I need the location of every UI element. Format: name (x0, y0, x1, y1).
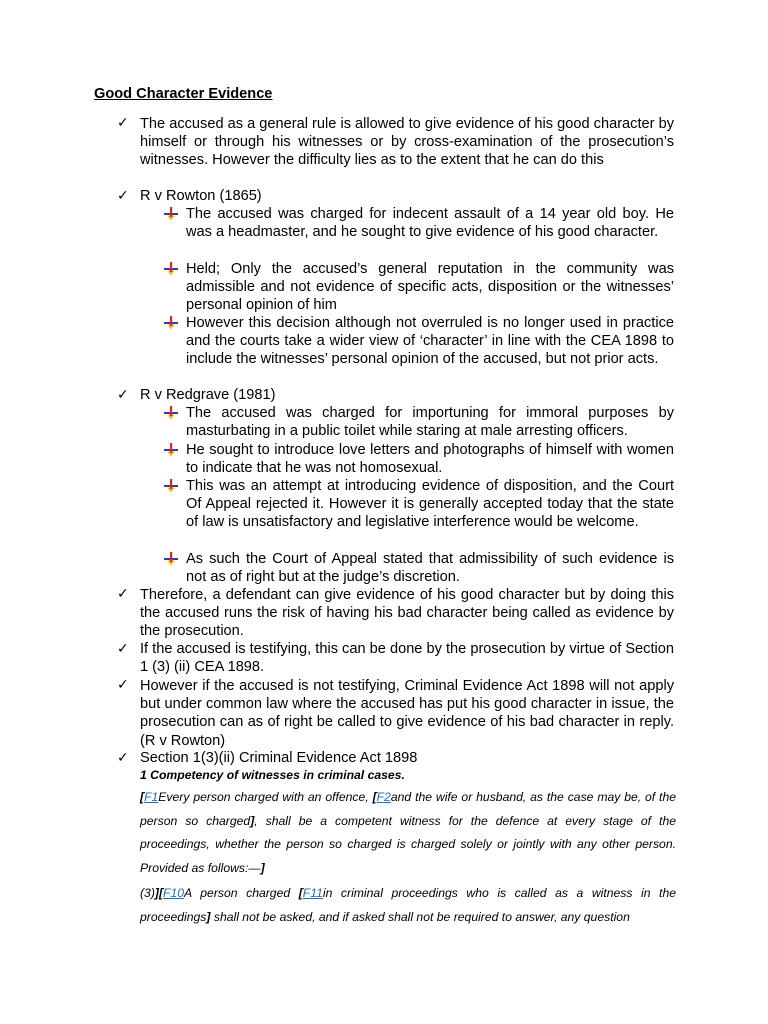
bullet-text: Section 1(3)(ii) Criminal Evidence Act 1898 (140, 750, 418, 766)
legislation-paragraph-1 (140, 786, 676, 880)
legislation-paragraph-2 (140, 882, 676, 929)
down-arrow-bullet-icon (164, 406, 178, 420)
bullet-text: However if the accused is not testifying, Criminal Evidence Act 1898 will not apply but under common law where the accused has put his good character in issue, the prosecution can as of right be called to give evidence of his bad character in reply. (R v Rowton) (140, 678, 674, 749)
check-mark-icon: ✓ (117, 387, 129, 403)
check-mark-icon: ✓ (117, 188, 129, 204)
bracket-open: [ (140, 790, 145, 804)
bullet-text: If the accused is testifying, this can be done by the prosecution by virtue of Section 1 (3) (ii) CEA 1898. (140, 641, 674, 676)
sub-bullet-text: Held; Only the accused’s general reputation in the community was admissible and not evidence of specific acts, disposition or the witnesses’ personal opinion of him (186, 261, 674, 314)
check-mark-icon: ✓ (117, 641, 129, 657)
check-mark-icon: ✓ (117, 750, 129, 766)
bracket-close: ] (250, 813, 255, 828)
legislation-text: Every person charged with an offence, (158, 790, 373, 804)
legislation-text: , shall be a competent witness for the defence at every stage of the proceedings, whether the person so charged is charged solely or jointly with any other person. Provided as follows:— (140, 813, 677, 875)
down-arrow-bullet-icon (164, 443, 178, 457)
legislation-text: in criminal proceedings who is called as a witness in the proceedings (140, 886, 676, 924)
bracket: ][ (154, 886, 164, 900)
case-heading: R v Rowton (1865) (140, 188, 262, 204)
legislation-text: and the wife or husband, as the case may be, of the person so charged (140, 790, 676, 828)
sub-bullet-text: However this decision although not overruled is no longer used in practice and the courts take a wider view of ‘character’ in line with the CEA 1898 to include the witnesses’ personal opinion of the accused, but not prior acts. (186, 315, 674, 368)
down-arrow-bullet-icon (164, 207, 178, 221)
legislation-heading: 1 Competency of witnesses in criminal cases. (140, 768, 405, 782)
footnote-link-f10[interactable]: F10 (163, 886, 185, 900)
page-title: Good Character Evidence (94, 86, 273, 102)
footnote-link-f1[interactable]: F1 (144, 790, 159, 804)
bracket-close: ] (260, 860, 265, 875)
legislation-text: A person charged (184, 886, 299, 900)
footnote-link-f11[interactable]: F11 (302, 886, 323, 900)
check-mark-icon: ✓ (117, 586, 129, 602)
down-arrow-bullet-icon (164, 552, 178, 566)
bracket-close: ] (206, 909, 211, 924)
case-heading: R v Redgrave (1981) (140, 387, 276, 403)
sub-bullet-text: This was an attempt at introducing evidence of disposition, and the Court Of Appeal rejected it. However it is generally accepted today that the state of law is unsatisfactory and legislative interference would be welcome. (186, 478, 674, 531)
bracket-open: [ (298, 886, 303, 900)
check-mark-icon: ✓ (117, 115, 129, 131)
check-mark-icon: ✓ (117, 677, 129, 693)
sub-bullet-text: The accused was charged for indecent assault of a 14 year old boy. He was a headmaster, and he sought to give evidence of his good character. (186, 206, 674, 241)
sub-bullet-text: The accused was charged for importuning for immoral purposes by masturbating in a public toilet while staring at male arresting officers. (186, 405, 674, 440)
legislation-text: shall not be asked, and if asked shall not be required to answer, any question (210, 909, 630, 924)
sub-bullet-text: As such the Court of Appeal stated that admissibility of such evidence is not as of right but at the judge’s discretion. (186, 551, 674, 586)
bullet-text: The accused as a general rule is allowed to give evidence of his good character by himself or through his witnesses or by cross-examination of the prosecution’s witnesses. However the difficulty lies as to the extent that he can do this (140, 116, 674, 169)
subsection-number: (3) (140, 886, 155, 900)
sub-bullet-text: He sought to introduce love letters and photographs of himself with women to indicate that he was not homosexual. (186, 442, 674, 477)
footnote-link-f2[interactable]: F2 (376, 790, 391, 804)
down-arrow-bullet-icon (164, 316, 178, 330)
bullet-text: Therefore, a defendant can give evidence of his good character but by doing this the accused runs the risk of having his bad character being called as evidence by the prosecution. (140, 587, 674, 640)
bracket-open: [ (372, 790, 377, 804)
down-arrow-bullet-icon (164, 262, 178, 276)
down-arrow-bullet-icon (164, 479, 178, 493)
